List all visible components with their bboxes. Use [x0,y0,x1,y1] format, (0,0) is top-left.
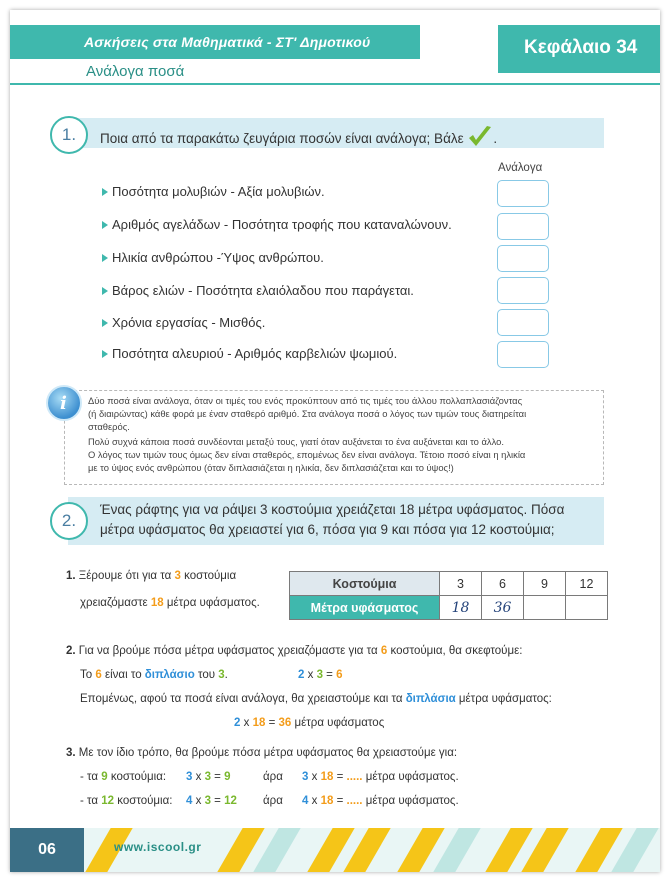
step3-text: μέτρα υφάσματος. [365,795,459,807]
answer-blank[interactable]: ..... [346,771,363,783]
table-cell: 6 [482,572,524,596]
step1-number: 1. [66,570,76,582]
step2-value: 3 [218,669,225,681]
table-cell[interactable] [566,596,608,620]
step3-text: - τα [80,795,99,807]
eq-value: 6 [336,669,343,681]
step3-number: 3. [66,747,76,759]
eq-operator: x [311,771,318,783]
step2-text: Για να βρούμε πόσα μέτρα υφάσματος χρειαζόμαστε για τα [78,645,378,657]
table-cell[interactable]: 18 [440,596,482,620]
table-row-label: Μέτρα υφάσματος [290,596,440,620]
eq-value: 3 [204,795,211,807]
step2-number: 2. [66,645,76,657]
step3-text: - τα [80,771,99,783]
eq-operator: x [307,669,314,681]
eq-value: 2 [234,717,241,729]
eq-value: 18 [320,771,334,783]
eq-value: 4 [302,795,309,807]
step1-text: μέτρα υφάσματος. [166,597,260,609]
step3-text: κοστούμια: [110,771,167,783]
info-line: (ή διαιρώντας) κάθε φορά με έναν σταθερό αριθμό. Στα ανάλογα ποσά ο λόγος των τιμών τους διατηρείται [88,408,527,419]
eq-operator: = [214,771,221,783]
table-cell[interactable]: 36 [482,596,524,620]
eq-operator: = [336,795,344,807]
step2-text: Το [80,669,93,681]
eq-operator: = [336,771,344,783]
step3-text: κοστούμια: [117,795,173,807]
header-title: Ασκήσεις στα Μαθηματικά - ΣΤ' Δημοτικού [84,34,371,50]
bullet-icon [102,287,108,295]
pair-item: Ηλικία ανθρώπου -Ύψος ανθρώπου. [112,250,324,265]
answer-box[interactable] [497,277,549,304]
step1-text: Ξέρουμε ότι για τα [78,570,172,582]
answer-box[interactable] [497,245,549,272]
step3-row-12-label [80,795,172,807]
eq-operator: x [311,795,318,807]
step1-text: κοστούμια [184,570,237,582]
exercise1-question: Ποια από τα παρακάτω ζευγάρια ποσών είναι ανάλογα; Βάλε . [100,125,497,149]
step3-row-9-label [80,771,166,783]
page-number: 06 [10,828,84,872]
pair-item: Ποσότητα μολυβιών - Αξία μολυβιών. [112,184,325,199]
step3-row-12-answer [263,795,459,807]
step2-conclusion [80,693,552,705]
eq-operator: x [243,717,250,729]
website-link[interactable]: www.iscool.gr [114,840,202,854]
step2-text: μέτρα υφάσματος: [458,693,552,705]
answer-box[interactable] [497,180,549,207]
eq-operator: x [195,771,202,783]
eq-operator: = [214,795,221,807]
table-cell: 9 [524,572,566,596]
eq-value: 2 [298,669,305,681]
bullet-icon [102,188,108,196]
info-line: με το ύψος ενός ανθρώπου (όταν διπλασιάζεται η ηλικία, δεν διπλασιάζεται και το ύψος!) [88,462,454,473]
bullet-icon [102,319,108,327]
section-subtitle: Ανάλογα ποσά [86,63,185,80]
step2-value: 6 [95,669,102,681]
step2-keyword: διπλάσια [405,693,456,705]
step2-value: 6 [380,645,388,657]
exercise2-number: 2. [50,502,88,540]
table-row [290,596,608,620]
eq-value: 12 [224,795,237,807]
table-cell: 12 [566,572,608,596]
eq-value: 4 [186,795,193,807]
info-line: σταθερός. [88,421,130,432]
eq-value: 3 [204,771,211,783]
exercise1-number: 1. [50,116,88,154]
eq-value: 18 [252,717,266,729]
step2-text: είναι το [104,669,142,681]
exercise1-question-text: Ποια από τα παρακάτω ζευγάρια ποσών είναι ανάλογα; Βάλε [100,131,464,146]
eq-operator: = [268,717,276,729]
worksheet-page [10,10,660,872]
proportional-column-header: Ανάλογα [498,162,543,174]
step3-row-12-ratio [186,795,237,807]
step3-text: άρα [263,795,283,807]
step3-value: 9 [101,771,108,783]
pair-item: Αριθμός αγελάδων - Ποσότητα τροφής που καταναλώνουν. [112,217,452,232]
step2-equation1 [298,669,343,681]
step1-line1 [66,570,236,582]
step3-row-9-answer [263,771,459,783]
step3-text: Με τον ίδιο τρόπο, θα βρούμε πόσα μέτρα υφάσματος θα χρειαστούμε για: [78,747,458,759]
step3-value: 12 [101,795,115,807]
step2-intro [66,645,522,657]
step1-value-3: 3 [174,570,181,582]
table-row [290,572,608,596]
eq-value: 3 [316,669,323,681]
answer-box[interactable] [497,309,549,336]
step2-text: Επομένως, αφού τα ποσά είναι ανάλογα, θα χρειαστούμε και τα [80,693,403,705]
eq-value: 3 [186,771,193,783]
eq-value: 18 [320,795,334,807]
answer-blank[interactable]: ..... [346,795,363,807]
info-line: Ο λόγος των τιμών τους όμως δεν είναι σταθερός, επομένως δεν είναι ανάλογα. Τέτοιο ποσό είναι η ηλικία [88,449,526,460]
step2-keyword: διπλάσιο [144,669,195,681]
info-line: Πολύ συχνά κάποια ποσά συνδέονται μεταξύ τους, γιατί όταν αυξάνεται το ένα αυξάνεται και το άλλο. [88,436,504,447]
step2-text: μέτρα υφάσματος [294,717,385,729]
eq-value: 36 [278,717,292,729]
chapter-label: Κεφάλαιο 34 [498,25,660,73]
header-divider [10,83,660,85]
table-cell: 3 [440,572,482,596]
table-row-label: Κοστούμια [290,572,440,596]
eq-value: 3 [302,771,309,783]
exercise2-question-line2: μέτρα υφάσματος θα χρειαστεί για 6, πόσα για 9 και πόσα για 12 κοστούμια; [100,522,555,537]
info-icon: i [46,385,82,421]
proportion-table [289,571,608,620]
step3-intro [66,747,457,759]
step1-line2 [80,597,260,609]
pair-item: Χρόνια εργασίας - Μισθός. [112,315,266,330]
step1-text: χρειαζόμαστε [80,597,148,609]
answer-box[interactable] [497,341,549,368]
bullet-icon [102,221,108,229]
eq-operator: = [326,669,333,681]
answer-box[interactable] [497,213,549,240]
step1-value-18: 18 [150,597,164,609]
table-cell[interactable] [524,596,566,620]
exercise2-question-line1: Ένας ράφτης για να ράψει 3 κοστούμια χρειάζεται 18 μέτρα υφάσματος. Πόσα [100,502,565,517]
step3-row-9-ratio [186,771,231,783]
pair-item: Βάρος ελιών - Ποσότητα ελαιόλαδου που παράγεται. [112,283,414,298]
step3-text: άρα [263,771,283,783]
pair-item: Ποσότητα αλευριού - Αριθμός καρβελιών ψωμιού. [112,346,398,361]
check-mark-icon [467,125,493,149]
step2-double-line: Το 6 είναι το διπλάσιο του 3. [80,669,228,681]
step2-text: του [197,669,216,681]
eq-value: 9 [224,771,231,783]
bullet-icon [102,254,108,262]
step2-text: κοστούμια, θα σκεφτούμε: [390,645,523,657]
info-line: Δύο ποσά είναι ανάλογα, όταν οι τιμές του ενός προκύπτουν από τις τιμές του άλλου πολλαπλασιάζοντας [88,395,523,406]
step3-text: μέτρα υφάσματος. [365,771,459,783]
step2-equation2 [234,717,384,729]
bullet-icon [102,350,108,358]
eq-operator: x [195,795,202,807]
